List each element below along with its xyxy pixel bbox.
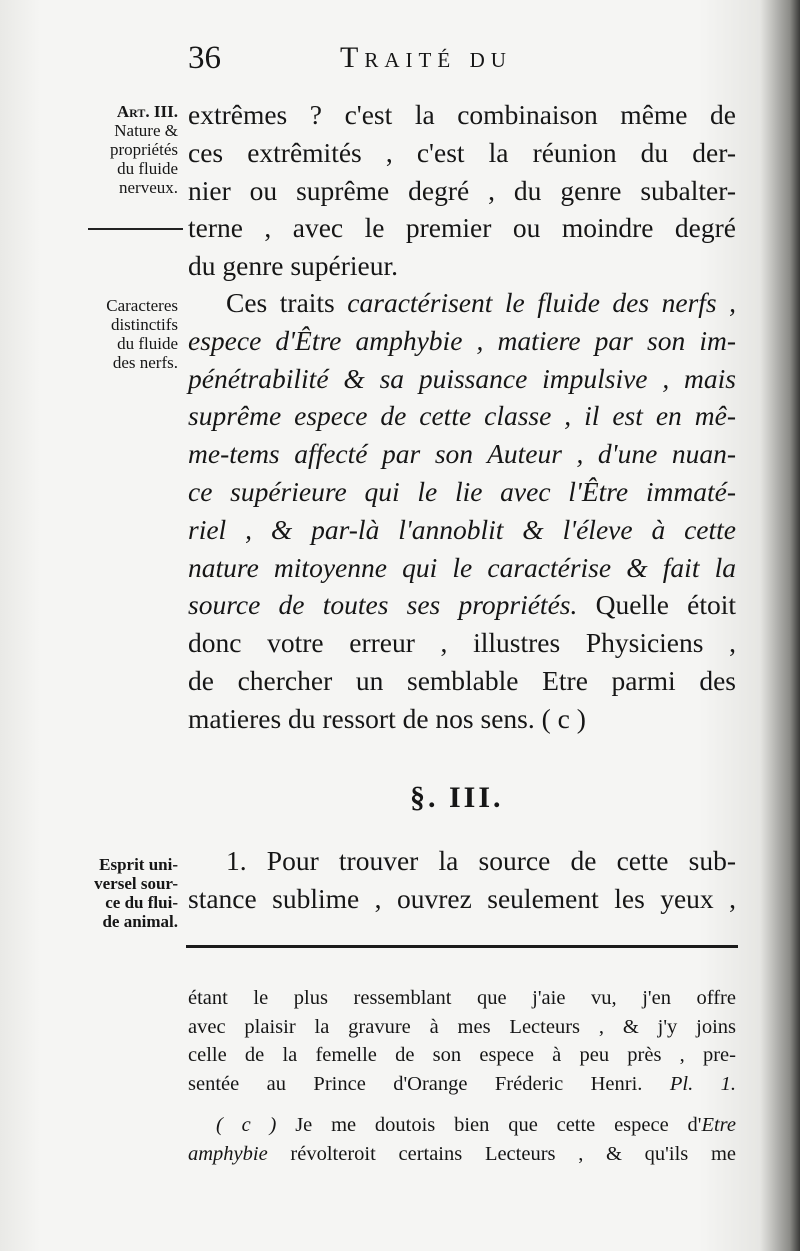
footnote-line (188, 1070, 736, 1099)
page-number: 36 (188, 40, 221, 76)
text-line (188, 586, 736, 624)
sidenote-line: ce du flui- (105, 893, 178, 912)
sidenote-line: Esprit uni- (99, 855, 178, 874)
text-line (188, 284, 736, 322)
sidenote-line: du fluide (117, 334, 178, 353)
text-line: suprême espece de cette classe , il est en mê- (188, 400, 736, 432)
text-line: riel , & par-là l'annoblit & l'éleve à cette (188, 513, 736, 545)
footnote-c (188, 1111, 736, 1168)
footnote-separator (186, 945, 738, 948)
sidenote-rule (88, 228, 183, 230)
text-line: nier ou suprême degré , du genre subalter- (188, 174, 736, 206)
sidenote-article-label: Art. III. (116, 102, 178, 121)
text-italic: amphybie (188, 1142, 268, 1165)
text-line: terne , avec le premier ou moindre degré (188, 212, 736, 244)
sidenote-esprit (70, 855, 178, 931)
running-title: Traité du (340, 41, 512, 74)
text-line: pénétrabilité & sa puissance impulsive , mais (188, 362, 736, 394)
text-line: de chercher un semblable Etre parmi des (188, 664, 736, 696)
paragraph-1 (188, 96, 736, 285)
text-roman: Ces traits (226, 287, 335, 318)
text-line: nature mitoyenne qui le caractérise & fait la (188, 551, 736, 583)
text-line: espece d'Être amphybie , matiere par son im- (188, 324, 736, 356)
footnote-line: avec plaisir la gravure à mes Lecteurs , & j'y joins (188, 1015, 736, 1038)
text-line: 1. Pour trouver la source de cette sub- (226, 845, 736, 876)
sidenote-article-iii (70, 102, 178, 197)
sidenote-line: nerveux. (118, 178, 178, 197)
footnote-line: celle de la femelle de son espece à peu près , pre- (188, 1044, 736, 1067)
text-italic: Etre (701, 1114, 737, 1136)
sidenote-caracteres (70, 296, 178, 372)
text-italic: caractérisent le fluide des nerfs , (347, 287, 737, 318)
footnote-line (188, 1140, 736, 1169)
page-header (188, 38, 748, 78)
sidenote-line: versel sour- (94, 874, 178, 893)
text-roman: révolteroit certains Lecteurs , & qu'ils me (290, 1142, 736, 1165)
sidenote-line: de animal. (102, 912, 178, 931)
text-roman: Quelle étoit (595, 589, 736, 621)
text-line: du genre supérieur. (188, 250, 398, 282)
text-line: ce supérieure qui le lie avec l'Être immaté- (188, 475, 736, 507)
text-roman: Je me doutois bien que cette espece d' (295, 1114, 702, 1136)
sidenote-line: Caracteres (106, 296, 178, 315)
sidenote-line: propriétés (110, 140, 178, 159)
text-italic: Pl. 1. (669, 1073, 737, 1096)
text-line: ces extrêmités , c'est la réunion du der- (188, 136, 736, 168)
text-line: matieres du ressort de nos sens. ( c ) (188, 702, 586, 734)
text-line: me-tems affecté par son Auteur , d'une nuan- (188, 438, 736, 470)
text-line: stance sublime , ouvrez seulement les yeux , (188, 882, 736, 914)
sidenote-line: des nerfs. (112, 353, 178, 372)
footnote-marker: ( c ) (216, 1114, 277, 1136)
text-italic: source de toutes ses propriétés. (188, 589, 578, 621)
text-roman: sentée au Prince d'Orange Fréderic Henri. (188, 1073, 643, 1096)
section-heading: §. III. (410, 781, 504, 814)
footnote-continuation (188, 984, 736, 1099)
sidenote-line: du fluide (117, 159, 178, 178)
sidenote-line: Nature & (114, 121, 178, 140)
sidenote-line: distinctifs (110, 315, 178, 334)
paragraph-2 (188, 284, 736, 738)
footnote-line (188, 1111, 736, 1140)
text-line: donc votre erreur , illustres Physiciens , (188, 627, 736, 659)
footnote-line: étant le plus ressemblant que j'aie vu, j'en offre (188, 987, 736, 1009)
paragraph-3 (188, 842, 736, 918)
text-line: extrêmes ? c'est la combinaison même de (188, 99, 736, 130)
